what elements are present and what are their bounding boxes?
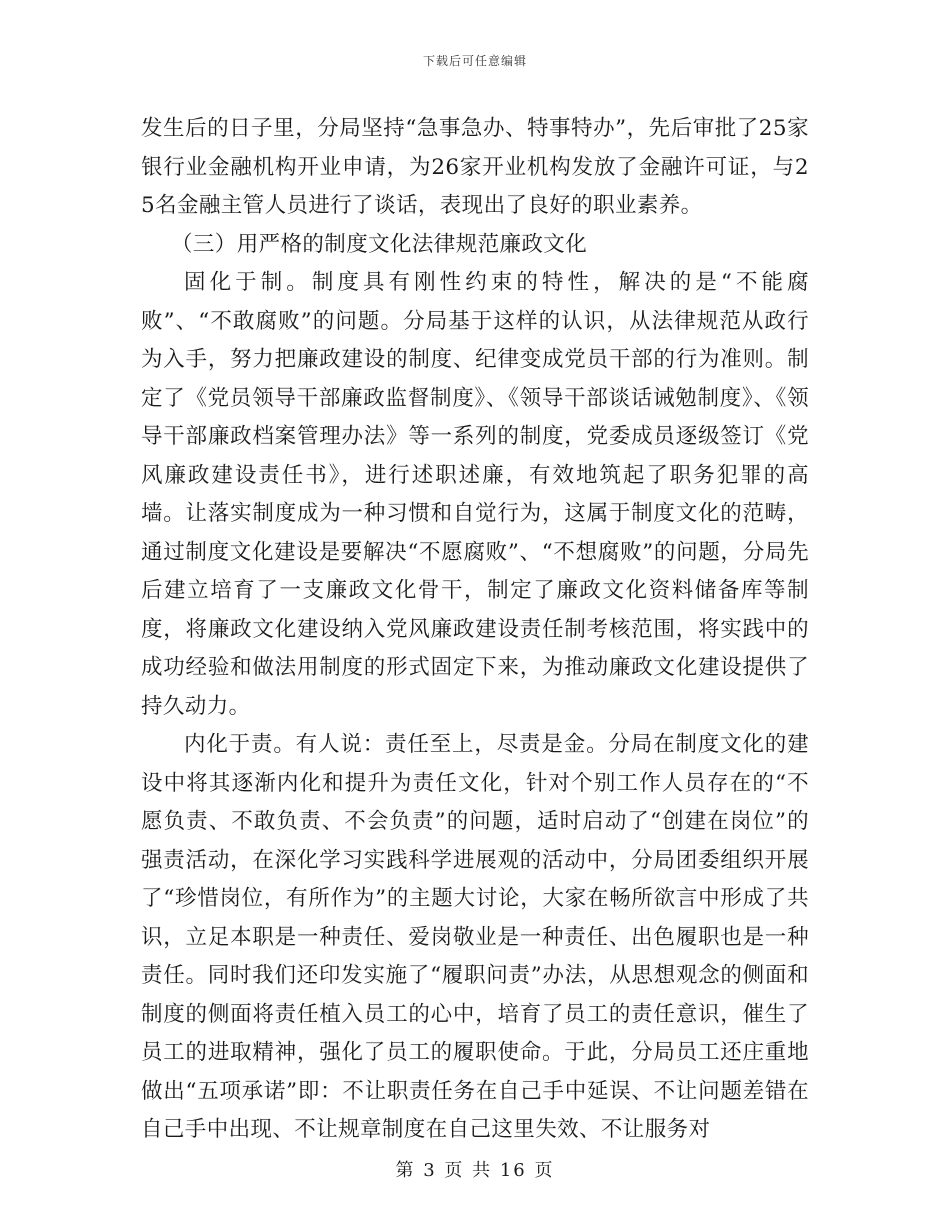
page-number-footer: 第 3 页 共 16 页 [395,1160,555,1181]
section-heading: （三）用严格的制度文化法律规范廉政文化 [171,231,588,257]
document-body [141,110,809,1150]
page-header: 下载后可任意编辑 [422,54,527,68]
paragraph-responsibility: 内化于责。有人说：责任至上，尽责是金。分局在制度文化的建设中将其逐渐内化和提升为责任文化，针对个别工作人员存在的“不愿负责、不敢负责、不会负责”的问题，适时启动了“创建在岗位”的强责活动，在深化学习实践科学进展观的活动中，分局团委组织开展了“珍惜岗位，有所作为”的主题大讨论，大家在畅所欲言中形成了共识，立足本职是一种责任、爱岗敬业是一种责任、出色履职也是一种责任。同时我们还印发实施了“履职问责”办法，从思想观念的侧面和制度的侧面将责任植入员工的心中，培育了员工的责任意识，催生了员工的进取精神，强化了员工的履职使命。于此，分局员工还庄重地做出“五项承诺”即：不让职责任务在自己手中延误、不让问题差错在自己手中出现、不让规章制度在自己这里失效、不让服务对 [141,732,809,1142]
paragraph-continuation: 发生后的日子里，分局坚持“急事急办、特事特办”，先后审批了25家银行业金融机构开业申请，为26家开业机构发放了金融许可证，与25名金融主管人员进行了谈话，表现出了良好的职业素养。 [141,116,809,218]
paragraph-institutionalization: 固化于制。制度具有刚性约束的特性，解决的是“不能腐败”、“不敢腐败”的问题。分局基于这样的认识，从法律规范从政行为入手，努力把廉政建设的制度、纪律变成党员干部的行为准则。制定了《党员领导干部廉政监督制度》、《领导干部谈话诫勉制度》、《领导干部廉政档案管理办法》等一系列的制度，党委成员逐级签订《党风廉政建设责任书》，进行述职述廉，有效地筑起了职务犯罪的高墙。让落实制度成为一种习惯和自觉行为，这属于制度文化的范畴，通过制度文化建设是要解决“不愿腐败”、“不想腐败”的问题，分局先后建立培育了一支廉政文化骨干，制定了廉政文化资料储备库等制度，将廉政文化建设纳入党风廉政建设责任制考核范围，将实践中的成功经验和做法用制度的形式固定下来，为推动廉政文化建设提供了持久动力。 [141,270,809,719]
